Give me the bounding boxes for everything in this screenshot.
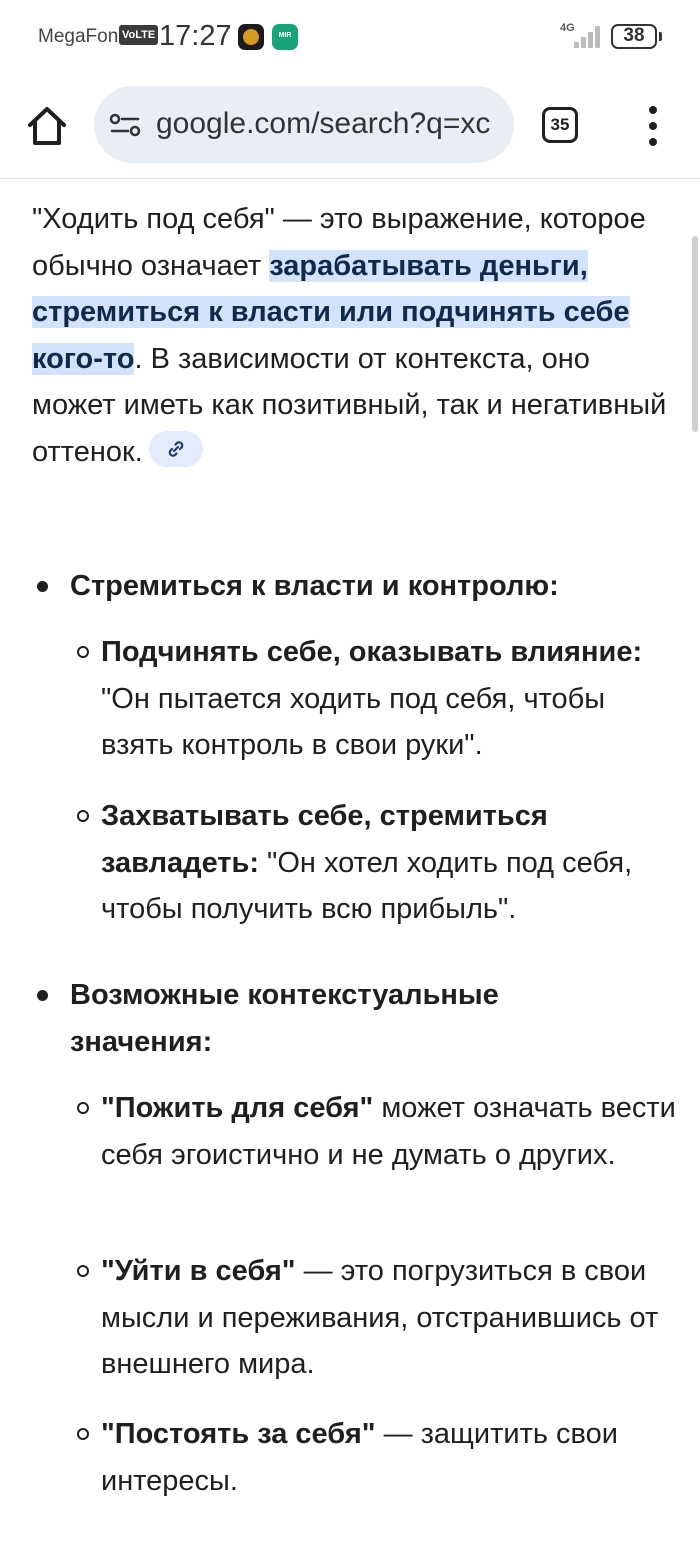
list-item-text: — это погрузиться в свои мысли и переживания, отстранившись от внешнего мира. <box>101 1255 659 1380</box>
browser-toolbar <box>0 76 700 179</box>
list-item-term: "Уйти в себя" <box>101 1255 296 1287</box>
list-item <box>101 1248 681 1388</box>
list-item-term: Подчинять себе, оказывать влияние: <box>101 636 643 668</box>
page-scrollbar[interactable] <box>692 236 698 432</box>
list-item-text: — защитить свои интересы. <box>101 1418 618 1497</box>
sub-bullet <box>77 810 89 822</box>
volte-badge: VoLTE <box>119 25 158 45</box>
list-item <box>101 793 681 933</box>
source-link-button[interactable] <box>149 431 203 467</box>
intro-text-before: "Ходить под себя" — это выражение, которое обычно означает <box>32 203 646 282</box>
list-item <box>101 1085 681 1178</box>
home-icon <box>24 103 70 149</box>
mir-pay-icon: MIR <box>272 24 298 50</box>
signal-strength-icon <box>574 24 604 48</box>
list-item-term: Захватывать себе, стремиться завладеть: <box>101 800 548 879</box>
notification-app-icon <box>238 24 264 50</box>
list-item <box>101 1411 681 1504</box>
bullet <box>37 581 48 592</box>
sub-bullet <box>77 1265 89 1277</box>
status-clock: 17:27 <box>159 20 232 52</box>
section-title: Возможные контекстуальные значения: <box>70 979 499 1058</box>
sub-bullet <box>77 646 89 658</box>
more-options-icon[interactable] <box>640 104 666 148</box>
sub-bullet <box>77 1428 89 1440</box>
intro-highlight[interactable]: зарабатывать деньги, стремиться к власти или подчинять себе кого-то <box>32 249 630 375</box>
list-item <box>101 629 681 769</box>
intro-paragraph <box>32 196 672 475</box>
battery-icon: 38 <box>611 24 657 49</box>
carrier-name: MegaFon <box>38 26 119 47</box>
list-item-text: "Он пытается ходить под себя, чтобы взять контроль в свои руки". <box>101 682 606 761</box>
address-bar[interactable] <box>94 86 514 163</box>
list-item-text: "Он хотел ходить под себя, чтобы получить всю прибыль". <box>101 846 633 925</box>
list-item-term: "Пожить для себя" <box>101 1092 374 1124</box>
network-type-label: 4G <box>560 22 575 34</box>
list-item-term: "Постоять за себя" <box>101 1418 376 1450</box>
list-item-text: может означать вести себя эгоистично и не думать о других. <box>101 1092 676 1171</box>
section-title: Стремиться к власти и контролю: <box>70 570 559 602</box>
tab-switcher-button[interactable]: 35 <box>542 107 578 143</box>
home-button[interactable] <box>24 103 70 149</box>
site-settings-icon[interactable] <box>108 112 142 138</box>
intro-text-after: . В зависимости от контекста, оно может иметь как позитивный, так и негативный оттенок. <box>32 342 667 468</box>
url-text[interactable]: google.com/search?q=xc <box>156 107 491 140</box>
status-bar <box>0 0 700 76</box>
bullet <box>37 990 48 1001</box>
link-icon <box>166 440 186 458</box>
sub-bullet <box>77 1102 89 1114</box>
